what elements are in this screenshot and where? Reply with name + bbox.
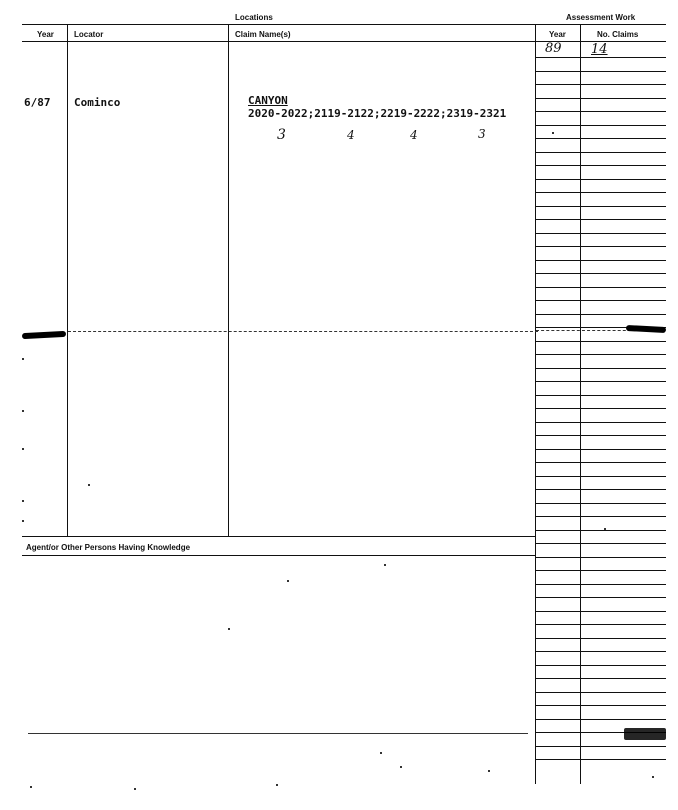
scan-dashed-line — [68, 331, 538, 332]
speck — [380, 752, 382, 754]
aw-row-rule — [535, 516, 666, 517]
aw-row-rule — [535, 341, 666, 342]
aw-row-rule — [535, 759, 666, 760]
speck — [384, 564, 386, 566]
speck — [22, 410, 24, 412]
scan-mark-right — [626, 325, 666, 333]
aw-row-rule — [535, 71, 666, 72]
locations-bottom-rule — [22, 536, 536, 537]
aw-row-rule — [535, 152, 666, 153]
header-rule — [22, 41, 666, 42]
speck — [652, 776, 654, 778]
aw-row-rule — [535, 192, 666, 193]
aw-row-rule — [535, 435, 666, 436]
handwritten-count-1: 3 — [277, 127, 286, 143]
aw-row-rule — [535, 246, 666, 247]
aw-row-rule — [535, 530, 666, 531]
claim-numbers: 2020-2022;2119-2122;2219-2222;2319-2321 — [248, 107, 507, 120]
speck — [228, 628, 230, 630]
aw-row-rule — [535, 287, 666, 288]
speck — [30, 786, 32, 788]
entry-locator: Cominco — [74, 96, 121, 109]
aw-row-rule — [535, 206, 666, 207]
aw-row-rule — [535, 746, 666, 747]
aw-row-rule — [535, 84, 666, 85]
aw-row-rule — [535, 260, 666, 261]
aw-row-rule — [535, 557, 666, 558]
aw-row-rule — [535, 503, 666, 504]
claim-title: CANYON — [248, 94, 288, 107]
speck — [22, 448, 24, 450]
aw-row-rule — [535, 678, 666, 679]
col-divider-year — [67, 24, 68, 536]
aw-row-rule — [535, 219, 666, 220]
col-locator-header: Locator — [74, 30, 104, 39]
scan-bottom-dashed — [28, 733, 528, 734]
speck — [22, 358, 24, 360]
col-claim-names-header: Claim Name(s) — [235, 30, 291, 39]
col-aw-no-claims-header: No. Claims — [597, 30, 639, 39]
aw-row-rule — [535, 624, 666, 625]
aw-row-rule — [535, 705, 666, 706]
speck — [604, 528, 606, 530]
aw-row-rule — [535, 449, 666, 450]
speck — [552, 132, 554, 134]
speck — [88, 484, 90, 486]
aw-row-rule — [535, 98, 666, 99]
aw-row-rule — [535, 692, 666, 693]
speck — [488, 770, 490, 772]
handwritten-count-2: 4 — [347, 128, 355, 142]
aw-row-rule — [535, 665, 666, 666]
aw-row-rule — [535, 125, 666, 126]
scan-mark-left — [22, 331, 66, 339]
aw-row-rule — [535, 111, 666, 112]
aw-row-rule — [535, 57, 666, 58]
top-rule — [22, 24, 666, 25]
aw-no-claims-value: 14 — [591, 42, 608, 57]
aw-row-rule — [535, 584, 666, 585]
aw-row-rule — [535, 354, 666, 355]
col-year-header: Year — [37, 30, 54, 39]
aw-row-rule — [535, 179, 666, 180]
aw-row-rule — [535, 611, 666, 612]
aw-row-rule — [535, 273, 666, 274]
speck — [287, 580, 289, 582]
aw-row-rule — [535, 543, 666, 544]
aw-row-rule — [535, 422, 666, 423]
speck — [22, 520, 24, 522]
aw-row-rule — [535, 300, 666, 301]
aw-row-rule — [535, 233, 666, 234]
handwritten-count-3: 4 — [410, 128, 418, 142]
speck — [400, 766, 402, 768]
aw-row-rule — [535, 314, 666, 315]
aw-row-rule — [535, 597, 666, 598]
agent-rule — [22, 555, 536, 556]
speck — [276, 784, 278, 786]
speck — [22, 500, 24, 502]
col-divider-locator — [228, 24, 229, 536]
aw-row-rule — [535, 165, 666, 166]
scan-dashed-line-right — [536, 330, 636, 331]
aw-row-rule — [535, 570, 666, 571]
aw-row-rule — [535, 395, 666, 396]
agent-label: Agent/or Other Persons Having Knowledge — [26, 543, 191, 552]
col-aw-year-header: Year — [549, 30, 566, 39]
aw-row-rule — [535, 651, 666, 652]
assessment-work-heading: Assessment Work — [566, 13, 636, 22]
aw-row-rule — [535, 408, 666, 409]
handwritten-count-4: 3 — [478, 127, 486, 141]
speck — [134, 788, 136, 790]
aw-row-rule — [535, 138, 666, 139]
aw-row-rule — [535, 489, 666, 490]
aw-row-rule — [535, 638, 666, 639]
locations-heading: Locations — [235, 13, 273, 22]
entry-year: 6/87 — [24, 96, 51, 109]
aw-row-rule — [535, 462, 666, 463]
aw-row-rule — [535, 719, 666, 720]
aw-row-rule — [535, 368, 666, 369]
aw-row-rule — [535, 476, 666, 477]
aw-year-value: 89 — [545, 41, 562, 56]
aw-row-rule — [535, 381, 666, 382]
scan-blotch — [624, 728, 666, 740]
